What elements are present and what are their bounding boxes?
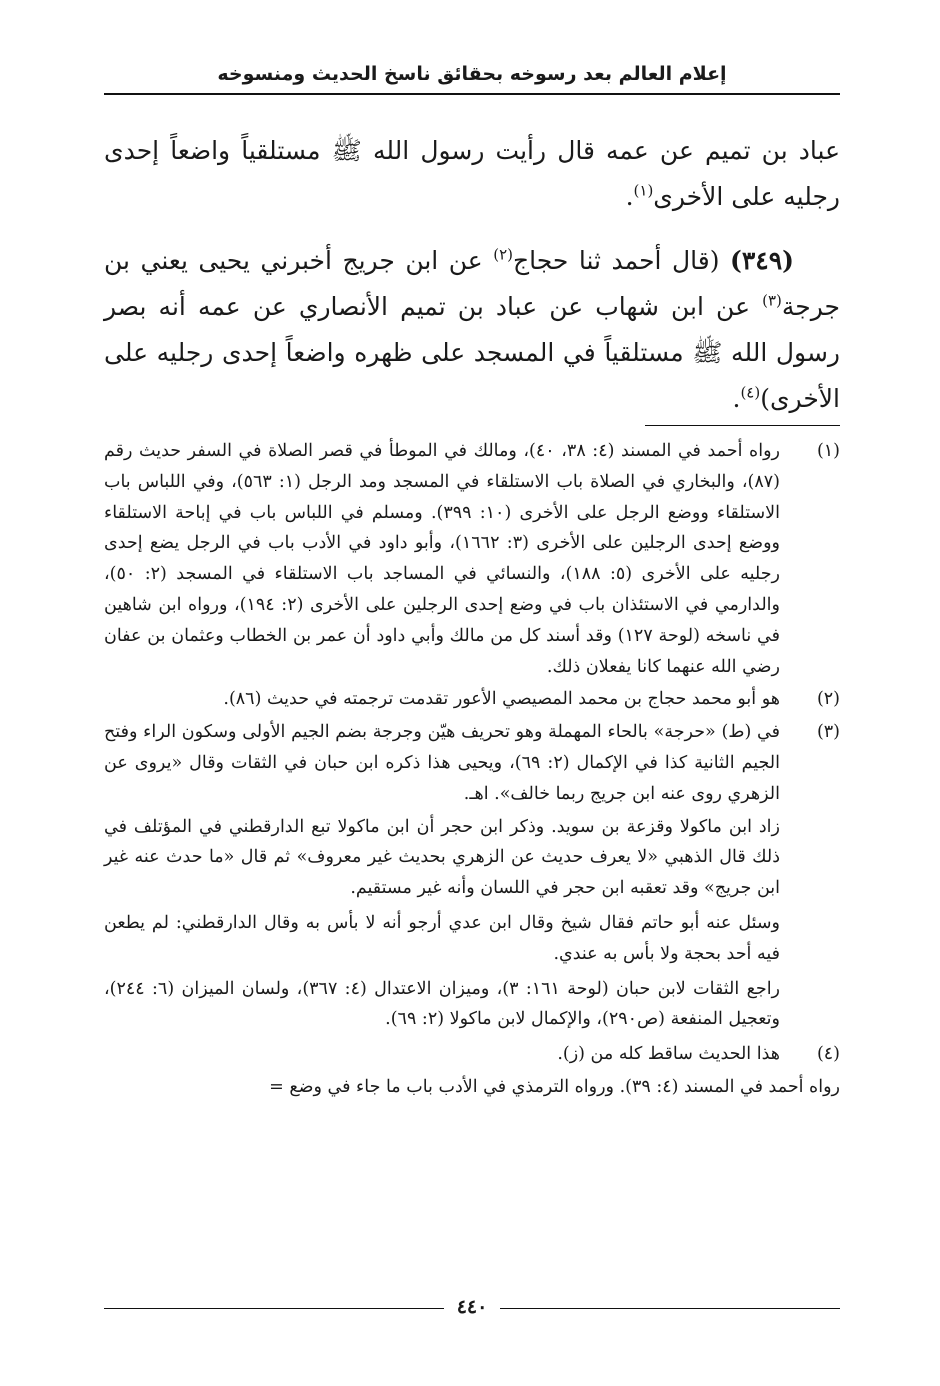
- footnote-3-continuation-2: وسئل عنه أبو حاتم فقال شيخ وقال ابن عدي أرجو أنه لا بأس به وقال الدارقطني: لم يطعن فيه أحد بحجة ولا بأس به عندي.: [104, 912, 780, 964]
- footnote-4-continuation: رواه أحمد في المسند (٤: ٣٩). ورواه الترمذي في الأدب باب ما جاء في وضع =: [269, 1076, 840, 1097]
- footnote-3-continuation-1: زاد ابن ماكولا وقزعة بن سويد. وذكر ابن حجر أن ابن ماكولا تبع الدارقطني في المؤتلف في ذلك قال الذهبي «لا يعرف حديث عن الزهري بحديث غير معروف» ثم قال «ما حدث عنه غير ابن جريج» وقد تعقبه ابن حجر في اللسان وأنه غير مستقيم.: [104, 816, 780, 899]
- hadith-end: .: [732, 384, 741, 413]
- footnote-ref-2[interactable]: (٢): [493, 245, 514, 264]
- running-header: إعلام العالم بعد رسوخه بحقائق ناسخ الحديث ومنسوخه: [217, 63, 727, 85]
- footnote-2-mark: (٢): [816, 689, 840, 710]
- hadith-text-b: عن ابن جريج أخبرني يحيى يعني بن جرجة: [104, 246, 840, 321]
- header-rule: [104, 93, 840, 95]
- main-text: [104, 128, 840, 422]
- footnote-1: [104, 436, 840, 682]
- footnote-ref-4[interactable]: (٤): [740, 383, 761, 402]
- footnote-4-text: هذا الحديث ساقط كله من (ز).: [557, 1044, 780, 1065]
- hadith-number: (٣٤٩): [730, 246, 794, 275]
- page-number: ٤٤٠: [456, 1296, 488, 1318]
- footnote-3-continuation-3: راجع الثقات لابن حبان (لوحة ١٦١: ٣)، وميزان الاعتدال (٤: ٣٦٧)، ولسان الميزان (٦: ٢٤٤)، وتعجيل المنفعة (ص٢٩٠)، والإكمال لابن ماكولا (٢: ٦٩).: [104, 978, 781, 1030]
- footnote-2-text: هو أبو محمد حجاج بن محمد المصيصي الأعور تقدمت ترجمته في حديث (٨٦).: [223, 689, 780, 710]
- paragraph-1: [104, 128, 840, 220]
- footnote-4-mark: (٤): [816, 1044, 840, 1065]
- footnote-1-mark: (١): [816, 441, 840, 461]
- footnote-1-text: رواه أحمد في المسند (٤: ٣٨، ٤٠)، ومالك في الموطأ في قصر الصلاة في السفر حديث رقم (٨٧)، والبخاري في الصلاة باب الاستلقاء في المسجد ومد الرجل (١: ٥٦٣)، وفي اللباس باب الاستلقاء ووضع الرجل على الأخرى (١٠: ٣٩٩). ومسلم في اللباس باب في إباحة الاستلقاء ووضع إحدى الرجلين على الأخرى (٣: ١٦٦٢)، وأبو داود في الأدب باب في الرجل يضع إحدى رجليه على الأخرى (٥: ١٨٨)، والنسائي في المساجد باب الاستلقاء في المسجد (٢: ٥٠)، والدارمي في الاستئذان باب في وضع إحدى الرجلين على الأخرى (٢: ١٩٤)، ورواه ابن شاهين في ناسخه (لوحة ١٢٧) وقد أسند كل من مالك وأبي داود أن عمر بن الخطاب وعثمان بن عفان رضي الله عنهما كانا يفعلان ذلك.: [104, 441, 780, 677]
- paragraph-1-text: عباد بن تميم عن عمه قال رأيت رسول الله ﷺ مستلقياً واضعاً إحدى رجليه على الأخرى: [104, 136, 840, 211]
- footnote-separator: [645, 425, 840, 426]
- footnote-4: [104, 1039, 840, 1070]
- footnote-3-text: في (ط) «حرجة» بالحاء المهملة وهو تحريف هيّن وجرجة بضم الجيم الأولى وسكون الراء وفتح الجيم الثانية كذا في الإكمال (٢: ٦٩)، ويحيى هذا ذكره ابن حبان في الثقات وقال «يروى عن الزهري روى عنه ابن جريج ربما خالف». اهـ.: [104, 722, 780, 804]
- footnote-ref-1[interactable]: (١): [633, 181, 654, 200]
- paragraph-1-end: .: [625, 182, 634, 211]
- hadith-text-a: (قال أحمد ثنا حجاج: [513, 246, 731, 275]
- footnotes: [104, 436, 840, 1107]
- footnote-2: [104, 684, 840, 715]
- page-footer: [104, 1292, 840, 1322]
- hadith-349: [104, 238, 840, 422]
- footnote-ref-3[interactable]: (٣): [762, 291, 782, 310]
- footnote-3: [104, 717, 840, 809]
- footnote-3-mark: (٣): [816, 722, 840, 743]
- hadith-text-c: عن ابن شهاب عن عباد بن تميم الأنصاري عن عمه أنه بصر رسول الله ﷺ مستلقياً في المسجد على ظهره واضعاً إحدى رجليه على الأخرى): [104, 292, 840, 413]
